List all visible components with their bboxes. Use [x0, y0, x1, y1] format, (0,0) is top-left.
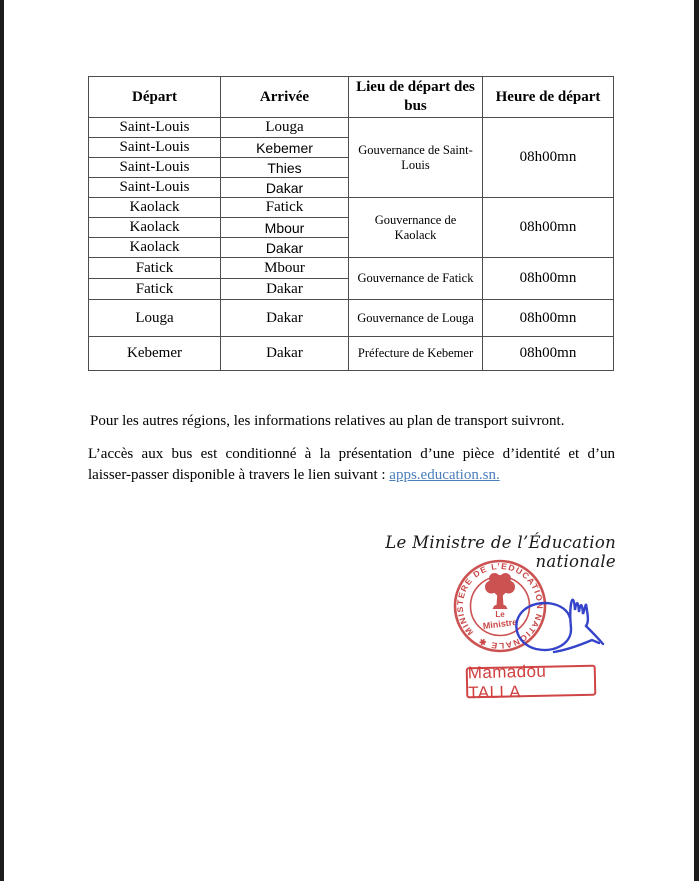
- paragraph-line: L’accès aux bus est conditionné à la présentation d’une pièce d’identité et d’un: [88, 446, 615, 462]
- paragraph-text: laisser-passer disponible à travers le lien suivant :: [88, 467, 390, 483]
- depart-cell: Kaolack: [89, 218, 221, 238]
- arrivee-cell: Thies: [221, 158, 349, 178]
- lieu-cell: Préfecture de Kebemer: [349, 337, 483, 371]
- table-row: [89, 300, 614, 337]
- depart-cell: Kebemer: [89, 337, 221, 371]
- arrivee-cell: Dakar: [221, 279, 349, 300]
- heure-cell: 08h00mn: [483, 337, 614, 371]
- arrivee-cell: Louga: [221, 118, 349, 138]
- depart-cell: Saint-Louis: [89, 178, 221, 198]
- column-header-heure: Heure de départ: [483, 77, 614, 118]
- arrivee-cell: Dakar: [221, 300, 349, 337]
- column-header-depart: Départ: [89, 77, 221, 118]
- arrivee-cell: Mbour: [221, 218, 349, 238]
- column-header-lieu: Lieu de départ des bus: [349, 77, 483, 118]
- departure-table: [88, 76, 614, 371]
- lieu-cell: Gouvernance de Fatick: [349, 258, 483, 300]
- table-row: [89, 258, 614, 279]
- depart-cell: Louga: [89, 300, 221, 337]
- depart-cell: Saint-Louis: [89, 138, 221, 158]
- column-header-arrivee: Arrivée: [221, 77, 349, 118]
- stamp-ring-text: MINISTERE DE L’EDUCATION NATIONALE ✱: [454, 560, 546, 652]
- arrivee-cell: Dakar: [221, 178, 349, 198]
- arrivee-cell: Fatick: [221, 198, 349, 218]
- paragraph-access-conditions: [88, 444, 615, 486]
- lieu-cell: Gouvernance de Saint-Louis: [349, 118, 483, 198]
- arrivee-cell: Mbour: [221, 258, 349, 279]
- heure-cell: 08h00mn: [483, 118, 614, 198]
- depart-cell: Fatick: [89, 279, 221, 300]
- lieu-cell: Gouvernance de Kaolack: [349, 198, 483, 258]
- arrivee-cell: Dakar: [221, 238, 349, 258]
- depart-cell: Kaolack: [89, 238, 221, 258]
- table-row: [89, 118, 614, 138]
- table-row: [89, 337, 614, 371]
- heure-cell: 08h00mn: [483, 300, 614, 337]
- paragraph-other-regions: Pour les autres régions, les informations relatives au plan de transport suivront.: [90, 413, 565, 429]
- signature-scribble: [502, 588, 612, 663]
- depart-cell: Saint-Louis: [89, 158, 221, 178]
- paragraph-line: [88, 465, 615, 486]
- heure-cell: 08h00mn: [483, 198, 614, 258]
- depart-cell: Saint-Louis: [89, 118, 221, 138]
- depart-cell: Kaolack: [89, 198, 221, 218]
- apps-education-link[interactable]: apps.education.sn.: [389, 467, 500, 483]
- signature-title: Le Ministre de l’Éducation nationale: [385, 533, 616, 571]
- table-header-row: [89, 77, 614, 118]
- minister-name-stamp: [466, 661, 597, 702]
- arrivee-cell: Kebemer: [221, 138, 349, 158]
- document-page: [4, 0, 694, 881]
- heure-cell: 08h00mn: [483, 258, 614, 300]
- table-row: [89, 198, 614, 218]
- arrivee-cell: Dakar: [221, 337, 349, 371]
- minister-name: Mamadou TALLA: [467, 661, 547, 702]
- stamp-center-line2: Ministre: [482, 616, 518, 632]
- lieu-cell: Gouvernance de Louga: [349, 300, 483, 337]
- stamp-center-line1: Le: [495, 610, 505, 619]
- depart-cell: Fatick: [89, 258, 221, 279]
